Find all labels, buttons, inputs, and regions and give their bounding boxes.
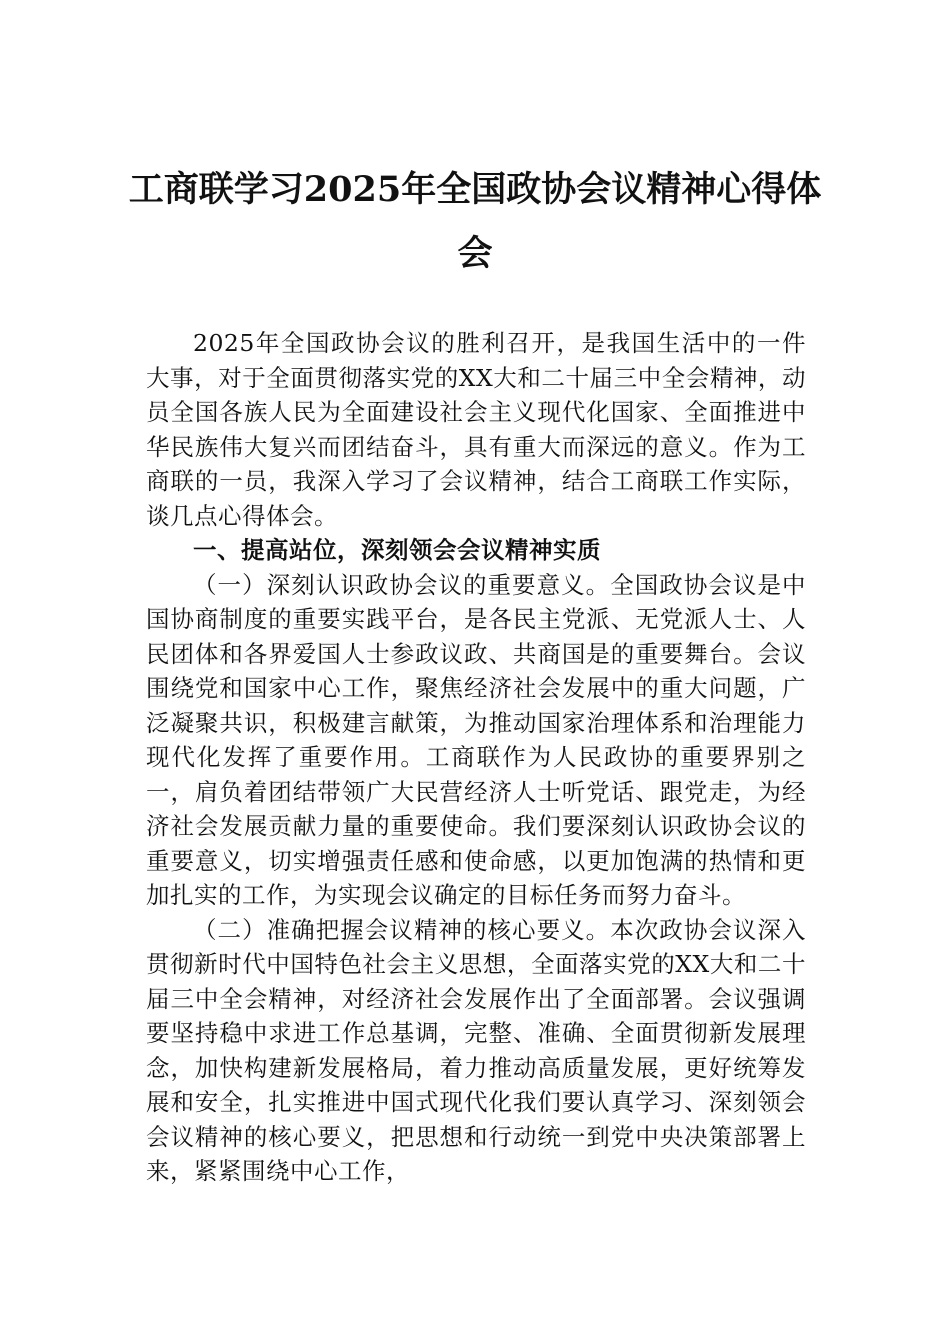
- subsection-text-2: 本次政协会议深入贯彻新时代中国特色社会主义思想，全面落实党的XX大和二十届三中全会精神，对经济社会发展作出了全面部署。会议强调要坚持稳中求进工作总基调，完整、准确、全面贯彻新发展理念，加快构建新发展格局，着力推动高质量发展，更好统筹发展和安全，扎实推进中国式现代化我们要认真学习、深刻领会会议精神的核心要义，把思想和行动统一到党中央决策部署上来，紧紧围绕中心工作，: [146, 915, 807, 1185]
- subsection-paragraph-1: [146, 568, 806, 913]
- intro-paragraph: 2025年全国政协会议的胜利召开，是我国生活中的一件大事，对于全面贯彻落实党的XX大和二十届三中全会精神，动员全国各族人民为全面建设社会主义现代化国家、全面推进中华民族伟大复兴而团结奋斗，具有重大而深远的意义。作为工商联的一员，我深入学习了会议精神，结合工商联工作实际，谈几点心得体会。: [146, 329, 806, 530]
- subsection-lead-1: （一）深刻认识政协会议的重要意义。: [193, 570, 611, 599]
- section-heading-1: 一、提高站位，深刻领会会议精神实质: [193, 536, 601, 564]
- document-body: [146, 326, 806, 1189]
- subsection-text-1: 全国政协会议是中国协商制度的重要实践平台，是各民主党派、无党派人士、人民团体和各界爱国人士参政议政、共商国是的重要舞台。会议围绕党和国家中心工作，聚焦经济社会发展中的重大问题，广泛凝聚共识，积极建言献策，为推动国家治理体系和治理能力现代化发挥了重要作用。工商联作为人民政协的重要界别之一，肩负着团结带领广大民营经济人士听党话、跟党走，为经济社会发展贡献力量的重要使命。我们要深刻认识政协会议的重要意义，切实增强责任感和使命感，以更加饱满的热情和更加扎实的工作，为实现会议确定的目标任务而努力奋斗。: [146, 570, 807, 909]
- subsection-paragraph-2: [146, 913, 806, 1189]
- subsection-lead-2: （二）准确把握会议精神的核心要义。: [193, 915, 611, 944]
- document-title: 工商联学习2025年全国政协会议精神心得体会: [128, 169, 822, 274]
